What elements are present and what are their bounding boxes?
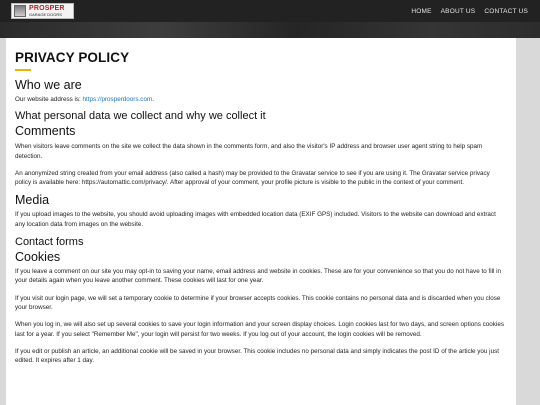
section-heading-who-we-are: Who we are xyxy=(15,78,82,92)
logo-subtitle: GARAGE DOORS xyxy=(29,12,62,17)
section-heading-media: Media xyxy=(15,193,50,208)
main-menu xyxy=(411,0,528,22)
nav-about-us-link[interactable]: ABOUT US xyxy=(440,7,476,15)
title-underline xyxy=(15,69,31,71)
website-address-link[interactable]: https://prosperdoors.com xyxy=(82,96,153,103)
nav-contact-us-link[interactable]: CONTACT US xyxy=(484,7,528,15)
cookies-paragraph-4: If you edit or publish an article, an additional cookie will be saved in your browser. This cookie includes no personal data and simply indicates the post ID of the article you just edited. It expires after 1 day. xyxy=(15,347,499,365)
who-we-are-suffix: . xyxy=(152,96,154,103)
comments-paragraph-2: An anonymized string created from your email address (also called a hash) may be provided to the Gravatar service to see if you are using it. The Gravatar service privacy policy is available here: https://automattic.com/privacy/. After approval of your comment, your profile picture is visible to the public in the context of your comment. xyxy=(15,169,490,187)
cookies-paragraph-1: If you leave a comment on our site you may opt-in to saving your name, email address and website in cookies. These are for your convenience so that you do not have to fill in your details again when you leave another comment. These cookies will last for one year. xyxy=(15,268,502,285)
site-logo[interactable] xyxy=(11,3,74,19)
content-card xyxy=(6,38,516,405)
logo-name: PROSPER xyxy=(29,5,65,12)
section-heading-cookies: Cookies xyxy=(15,250,61,265)
media-paragraph: If you upload images to the website, you should avoid uploading images with embedded location data (EXIF GPS) included. Visitors to the website can download and extract any location data from images on the website. xyxy=(15,211,496,228)
who-we-are-prefix: Our website address is: xyxy=(15,96,83,103)
section-heading-personal-data: What personal data we collect and why we collect it xyxy=(15,110,266,123)
page-title: PRIVACY POLICY xyxy=(15,50,130,65)
cookies-paragraph-2: If you visit our login page, we will set a temporary cookie to determine if your browser accepts cookies. This cookie contains no personal data and is discarded when you close your browser. xyxy=(15,294,501,311)
cookies-paragraph-3: When you log in, we will also set up several cookies to save your login information and your screen display choices. Login cookies last for two days, and screen options cookies last for a year. If you select "Remember Me", your login will persist for two weeks. If you log out of your account, the login cookies will be removed. xyxy=(15,321,504,338)
section-heading-contact-forms: Contact forms xyxy=(15,236,84,249)
section-heading-comments: Comments xyxy=(15,124,76,139)
hero-background xyxy=(0,22,540,38)
top-navigation-bar xyxy=(0,0,540,22)
garage-door-logo-icon xyxy=(14,5,26,17)
who-we-are-text xyxy=(15,95,507,104)
nav-home-link[interactable]: HOME xyxy=(411,7,432,15)
comments-paragraph-1: When visitors leave comments on the site we collect the data shown in the comments form, and also the visitor's IP address and browser user agent string to help spam detection. xyxy=(15,143,483,160)
logo-text xyxy=(29,5,65,17)
